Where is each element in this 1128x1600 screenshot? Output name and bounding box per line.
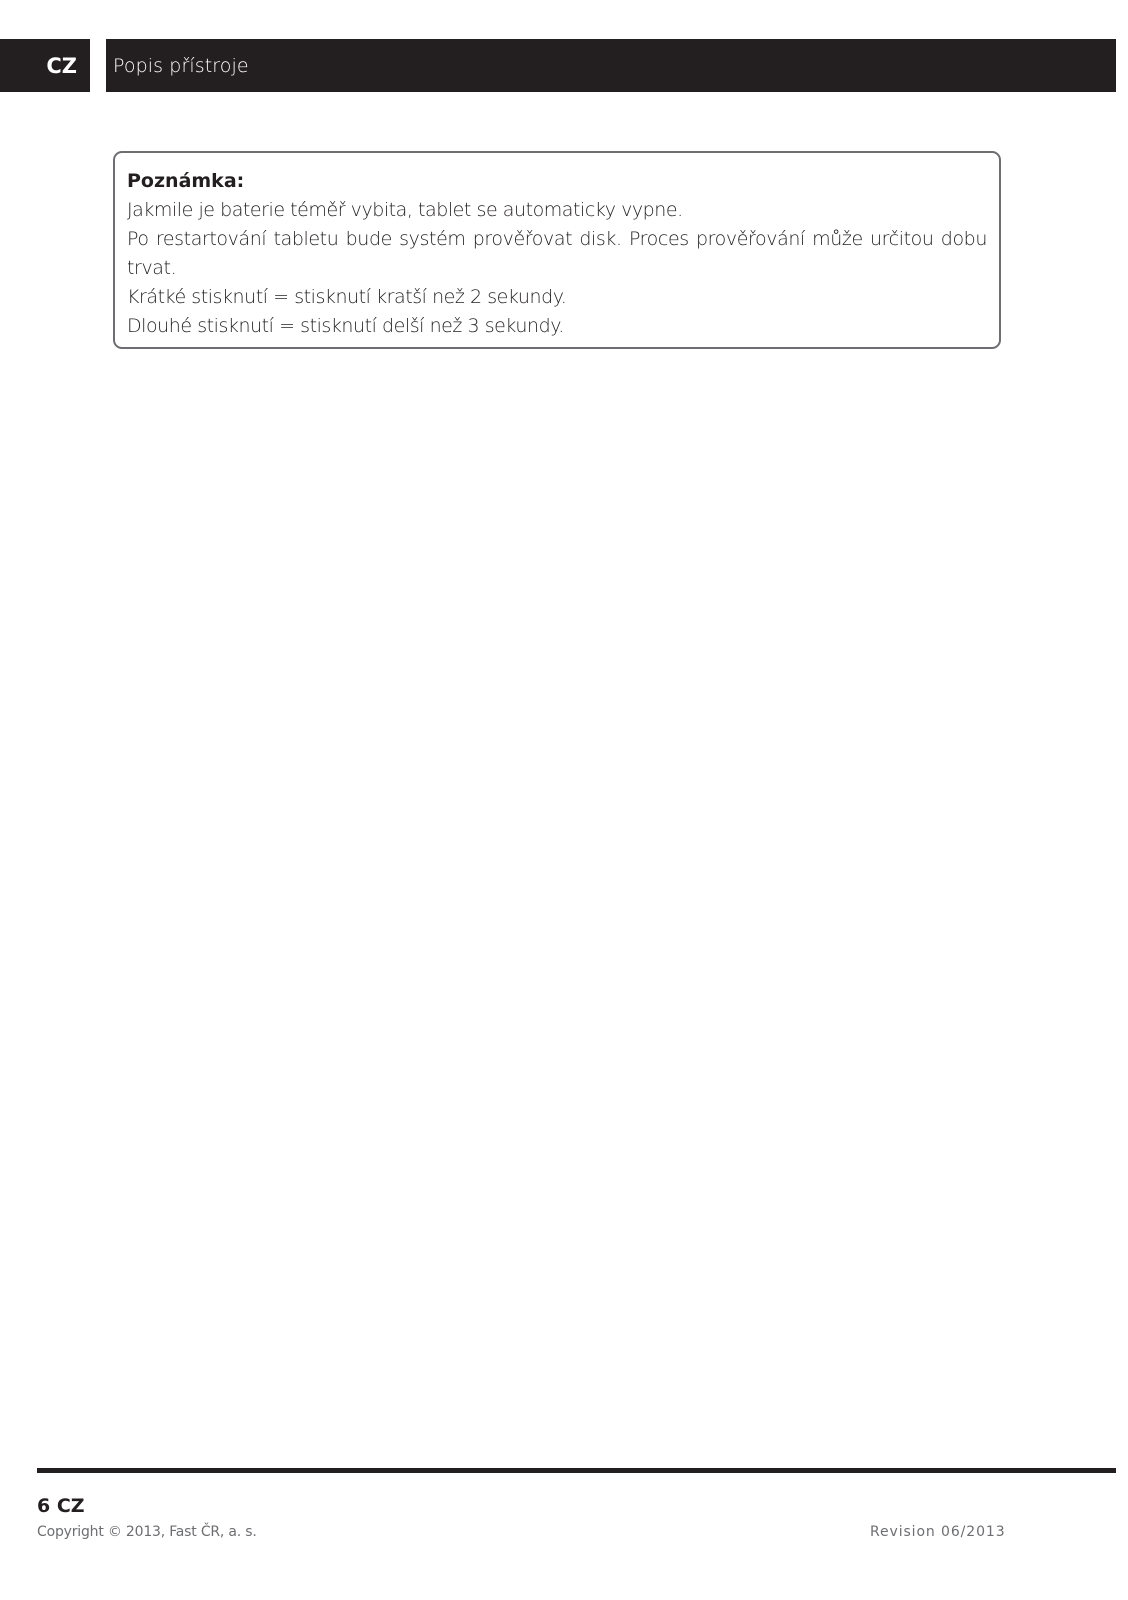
section-header [106,39,1116,92]
note-line-restart: Po restartování tabletu bude systém prověřovat disk. Proces prověřování může určitou dobu trvat. [127,228,987,279]
page-number: 6 CZ [37,1495,85,1517]
language-code: CZ [46,53,77,78]
note-box [113,151,1001,349]
copyright-notice: Copyright © 2013, Fast ČR, a. s. [37,1524,257,1540]
note-title: Poznámka: [127,170,245,192]
revision-label: Revision 06/2013 [870,1524,1006,1540]
language-tab [0,39,90,92]
footer-divider [37,1468,1116,1473]
note-line-long-press: Dlouhé stisknutí = stisknutí delší než 3 sekundy. [127,315,564,337]
note-line-battery: Jakmile je baterie téměř vybita, tablet se automaticky vypne. [127,199,683,221]
note-line-short-press: Krátké stisknutí = stisknutí kratší než 2 sekundy. [127,286,567,308]
section-title: Popis přístroje [113,54,249,77]
